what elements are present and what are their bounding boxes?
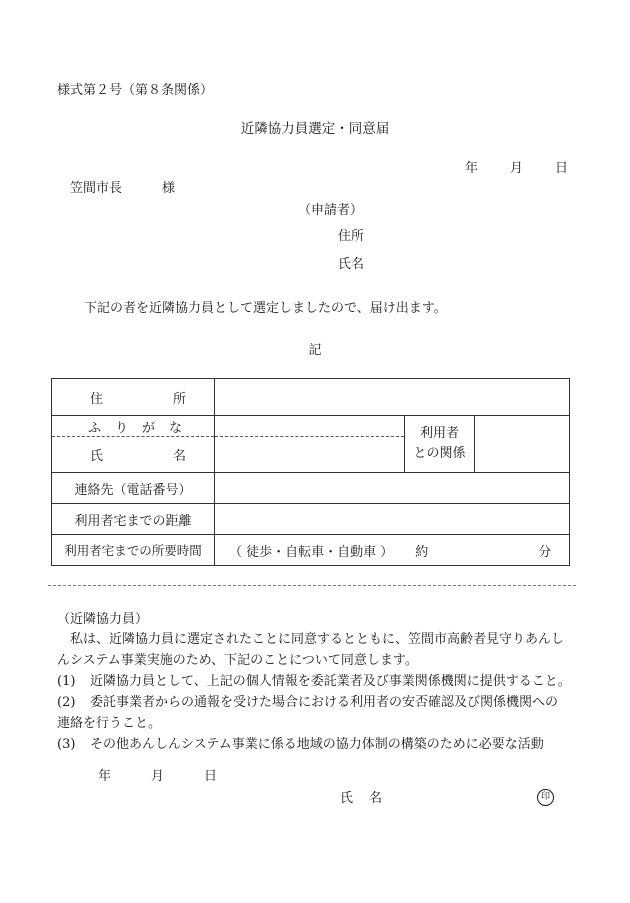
form-number: 様式第２号（第８条関係） <box>57 83 214 98</box>
distance-input-cell[interactable] <box>215 504 570 535</box>
consent-item-2-continued: 連絡を行うこと。 <box>57 716 162 731</box>
applicant-address-label: 住所 <box>338 229 365 244</box>
applicant-name-label: 氏名 <box>338 257 365 272</box>
distance-label-cell: 利用者宅までの距離 <box>52 504 215 535</box>
table-row-address <box>52 379 570 416</box>
consent-intro-line1: 私は、近隣協力員に選定されたことに同意するとともに、笠間市高齢者見守りあんし <box>70 632 565 647</box>
table-row-contact <box>52 473 570 504</box>
date-month: 月 <box>509 161 523 176</box>
table-row-furigana <box>52 416 570 437</box>
submission-date <box>465 162 568 175</box>
addressee-honorific: 様 <box>162 181 176 196</box>
name-label-cell: 氏 名 <box>52 437 215 473</box>
furigana-label-cell: ふ り が な <box>52 416 215 437</box>
travel-time-label-cell: 利用者宅までの所要時間 <box>52 535 215 566</box>
contact-input-cell[interactable] <box>215 473 570 504</box>
name-input-cell[interactable] <box>215 437 405 473</box>
addressee-name: 笠間市長 <box>70 181 123 196</box>
consent-item-2: (2) 委託事業者からの通報を受けた場合における利用者の安否確認及び関係機関への <box>57 695 559 710</box>
table-row-travel-time <box>52 535 570 566</box>
consent-name-label: 氏 名 <box>340 791 383 806</box>
address-label-cell: 住 所 <box>52 379 215 416</box>
consent-date-day: 日 <box>204 769 218 784</box>
travel-time-input-cell[interactable] <box>215 535 570 566</box>
address-input-cell[interactable] <box>215 379 570 416</box>
addressee <box>70 182 175 195</box>
date-day: 日 <box>554 161 568 176</box>
consent-date-year: 年 <box>98 769 112 784</box>
consent-heading: （近隣協力員） <box>57 612 149 627</box>
consent-date <box>98 770 217 783</box>
ki-heading: 記 <box>308 343 322 358</box>
furigana-input-cell[interactable] <box>215 416 405 437</box>
cut-line-divider <box>48 585 576 586</box>
travel-mode-options: （ 徒歩・自転車・自動車 ） <box>229 544 394 560</box>
consent-item-1: (1) 近隣協力員として、上記の個人情報を委託業者及び事業関係機関に提供すること。 <box>57 674 571 689</box>
applicant-label: （申請者） <box>298 203 364 218</box>
consent-body <box>57 629 593 755</box>
consent-intro-line2: んシステム事業実施のため、下記のことについて同意します。 <box>57 653 418 668</box>
date-year: 年 <box>464 161 478 176</box>
seal-icon: 印 <box>537 789 554 806</box>
consent-item-3: (3) その他あんしんシステム事業に係る地域の協力体制の構築のために必要な活動 <box>57 737 544 752</box>
contact-label-cell: 連絡先（電話番号） <box>52 473 215 504</box>
consent-date-month: 月 <box>151 769 165 784</box>
relation-label-cell: 利用者 との関係 <box>405 416 475 473</box>
travel-time-approx: 約 <box>415 544 429 560</box>
travel-time-unit: 分 <box>538 544 552 560</box>
coordinator-info-table <box>51 378 570 566</box>
statement-text: 下記の者を近隣協力員として選定しましたので、届け出ます。 <box>84 301 447 316</box>
relation-input-cell[interactable] <box>475 416 570 473</box>
document-title: 近隣協力員選定・同意届 <box>240 121 390 137</box>
table-row-distance <box>52 504 570 535</box>
